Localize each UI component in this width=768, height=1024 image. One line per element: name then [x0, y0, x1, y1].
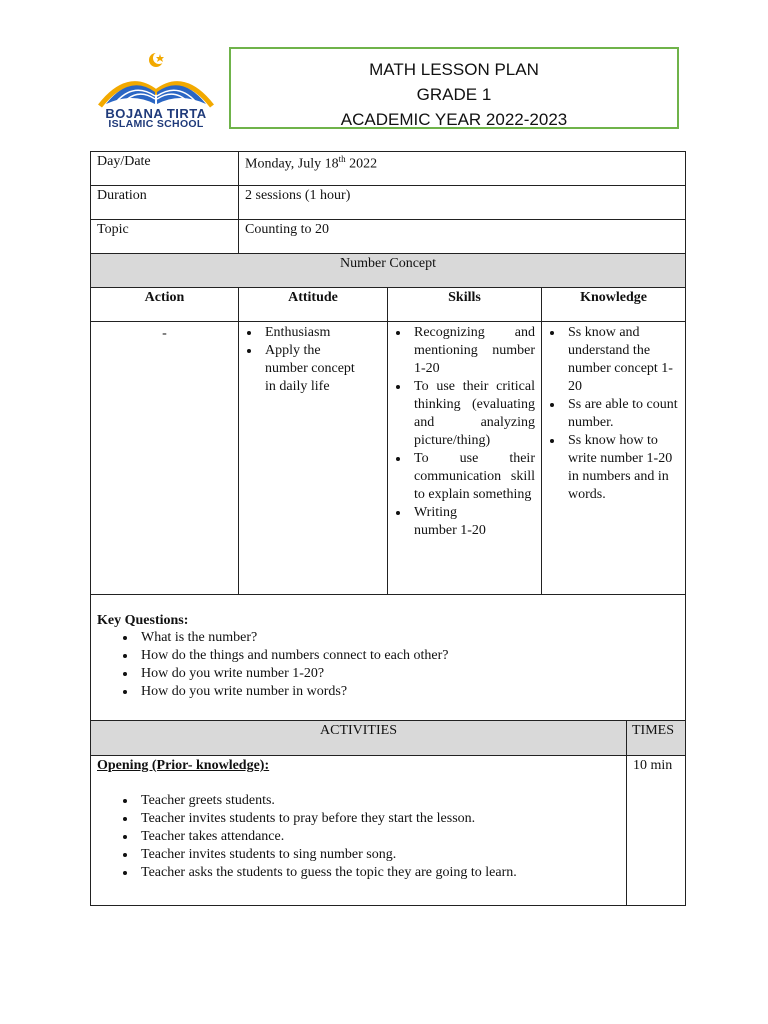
concept-row [91, 254, 686, 288]
list-item: • To use their communication skill to explain something [410, 450, 535, 504]
title-box [229, 47, 679, 129]
key-questions-cell [91, 595, 686, 721]
list-item: • Ss know and understand the number concept 1-20 [564, 324, 679, 396]
objectives-row [91, 322, 686, 595]
list-item: • Teacher asks the students to guess the topic they are going to learn. [137, 864, 620, 882]
school-logo [92, 48, 220, 132]
list-item: • Recognizing and mentioning number 1-20 [410, 324, 535, 378]
topic-row [91, 220, 686, 254]
skills-cell [388, 322, 542, 595]
action-header: Action [91, 288, 239, 322]
logo-line-1: BOJANA TIRTA [105, 106, 207, 121]
topic-value: Counting to 20 [239, 220, 686, 254]
knowledge-cell [542, 322, 686, 595]
list-item: • To use their critical thinking (evaluating and analyzing picture/thing) [410, 378, 535, 450]
attitude-header: Attitude [239, 288, 388, 322]
title-line-3: ACADEMIC YEAR 2022-2023 [340, 110, 568, 129]
logo-line-2: ISLAMIC SCHOOL [108, 118, 204, 130]
activities-header-row [91, 721, 686, 756]
list-item: • Teacher invites students to sing number song. [137, 846, 620, 864]
list-item: • How do you write number in words? [137, 683, 679, 701]
key-questions-heading: Key Questions: [97, 613, 189, 628]
list-item: • Teacher greets students. [137, 792, 620, 810]
action-value: - [91, 322, 239, 595]
column-header-row [91, 288, 686, 322]
duration-value: 2 sessions (1 hour) [239, 186, 686, 220]
title-line-2: GRADE 1 [416, 85, 492, 104]
opening-time: 10 min [627, 756, 686, 906]
list-item: • Teacher invites students to pray before they start the lesson. [137, 810, 620, 828]
list-item: • Writing number 1-20 [410, 504, 535, 540]
list-item: • What is the number? [137, 629, 679, 647]
activities-heading: ACTIVITIES [91, 721, 627, 756]
day-date-label: Day/Date [91, 152, 239, 186]
knowledge-header: Knowledge [542, 288, 686, 322]
list-item: • Enthusiasm [261, 324, 381, 342]
list-item: • How do the things and numbers connect to each other? [137, 647, 679, 665]
opening-cell [91, 756, 627, 906]
key-questions-row [91, 595, 686, 721]
list-item: • Ss know how to write number 1-20 in numbers and in words. [564, 432, 679, 504]
lesson-info-table [90, 151, 686, 721]
opening-row [91, 756, 686, 906]
list-item: • Ss are able to count number. [564, 396, 679, 432]
day-date-row [91, 152, 686, 186]
book-crescent-icon [92, 48, 220, 110]
duration-row [91, 186, 686, 220]
duration-label: Duration [91, 186, 239, 220]
skills-header: Skills [388, 288, 542, 322]
list-item: • How do you write number 1-20? [137, 665, 679, 683]
title-line-1: MATH LESSON PLAN [369, 60, 539, 79]
activities-table [90, 720, 686, 906]
attitude-cell [239, 322, 388, 595]
list-item: • Apply the number concept in daily life [261, 342, 381, 396]
number-concept-heading: Number Concept [91, 254, 686, 288]
list-item: • Teacher takes attendance. [137, 828, 620, 846]
day-date-value: Monday, July 18th 2022 [239, 152, 686, 186]
times-heading: TIMES [627, 721, 686, 756]
opening-heading: Opening (Prior- knowledge): [97, 758, 270, 773]
topic-label: Topic [91, 220, 239, 254]
